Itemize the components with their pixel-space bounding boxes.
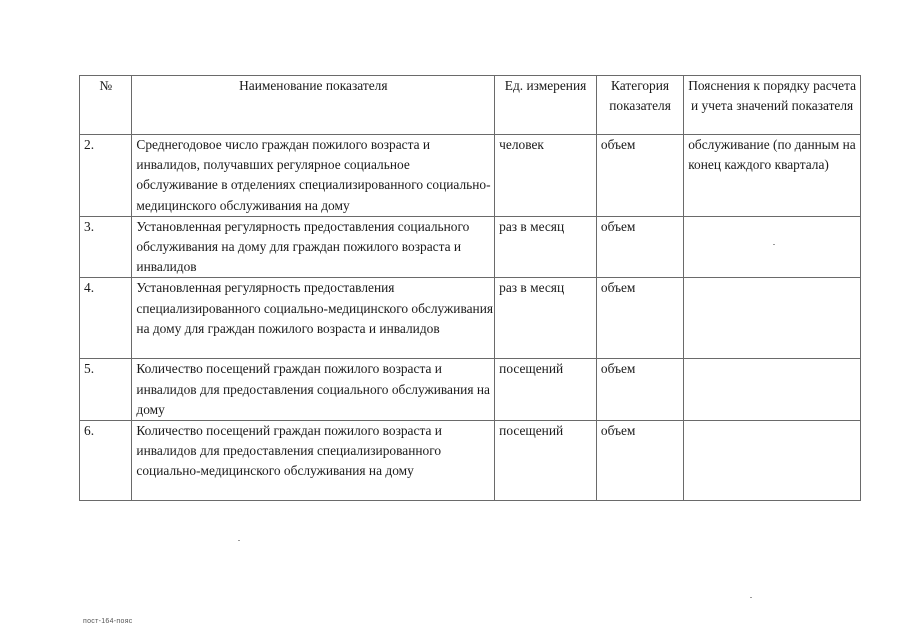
row-unit: человек [495,135,597,217]
row-category: объем [596,135,683,217]
row-num: 2. [80,135,132,217]
scan-speck [750,597,752,598]
row-notes [684,421,861,501]
table-row [80,421,861,501]
row-num: 5. [80,359,132,421]
table-row [80,278,861,359]
row-name: Установленная регулярность предоставления социального обслуживания на дому для граждан пожилого возраста и инвалидов [132,216,495,278]
row-unit: раз в месяц [495,216,597,278]
row-num: 4. [80,278,132,359]
scan-speck [773,244,775,245]
header-notes: Пояснения к порядку расчета и учета значений показателя [684,76,861,135]
row-name: Количество посещений граждан пожилого возраста и инвалидов для предоставления специализированного социально-медицинского обслуживания на дому [132,421,495,501]
row-notes [684,278,861,359]
row-num: 3. [80,216,132,278]
indicators-table [79,75,861,501]
row-name: Установленная регулярность предоставления специализированного социально-медицинского обслуживания на дому для граждан пожилого возраста и инвалидов [132,278,495,359]
row-name: Количество посещений граждан пожилого возраста и инвалидов для предоставления социального обслуживания на дому [132,359,495,421]
row-unit: раз в месяц [495,278,597,359]
row-category: объем [596,278,683,359]
row-num: 6. [80,421,132,501]
table-row [80,216,861,278]
footer-file-mark: пост-164-пояс [83,618,133,625]
header-category: Категория показателя [596,76,683,135]
row-category: объем [596,421,683,501]
scan-speck [238,540,240,541]
row-unit: посещений [495,421,597,501]
table-row [80,135,861,217]
header-name: Наименование показателя [132,76,495,135]
row-notes: обслуживание (по данным на конец каждого квартала) [684,135,861,217]
row-category: объем [596,216,683,278]
row-name: Среднегодовое число граждан пожилого возраста и инвалидов, получавших регулярное социальное обслуживание в отделениях специализированного социально-медицинского обслуживания на дому [132,135,495,217]
row-notes [684,216,861,278]
row-unit: посещений [495,359,597,421]
row-notes [684,359,861,421]
table-header-row [80,76,861,135]
header-unit: Ед. измерения [495,76,597,135]
table-row [80,359,861,421]
row-category: объем [596,359,683,421]
header-num: № [80,76,132,135]
